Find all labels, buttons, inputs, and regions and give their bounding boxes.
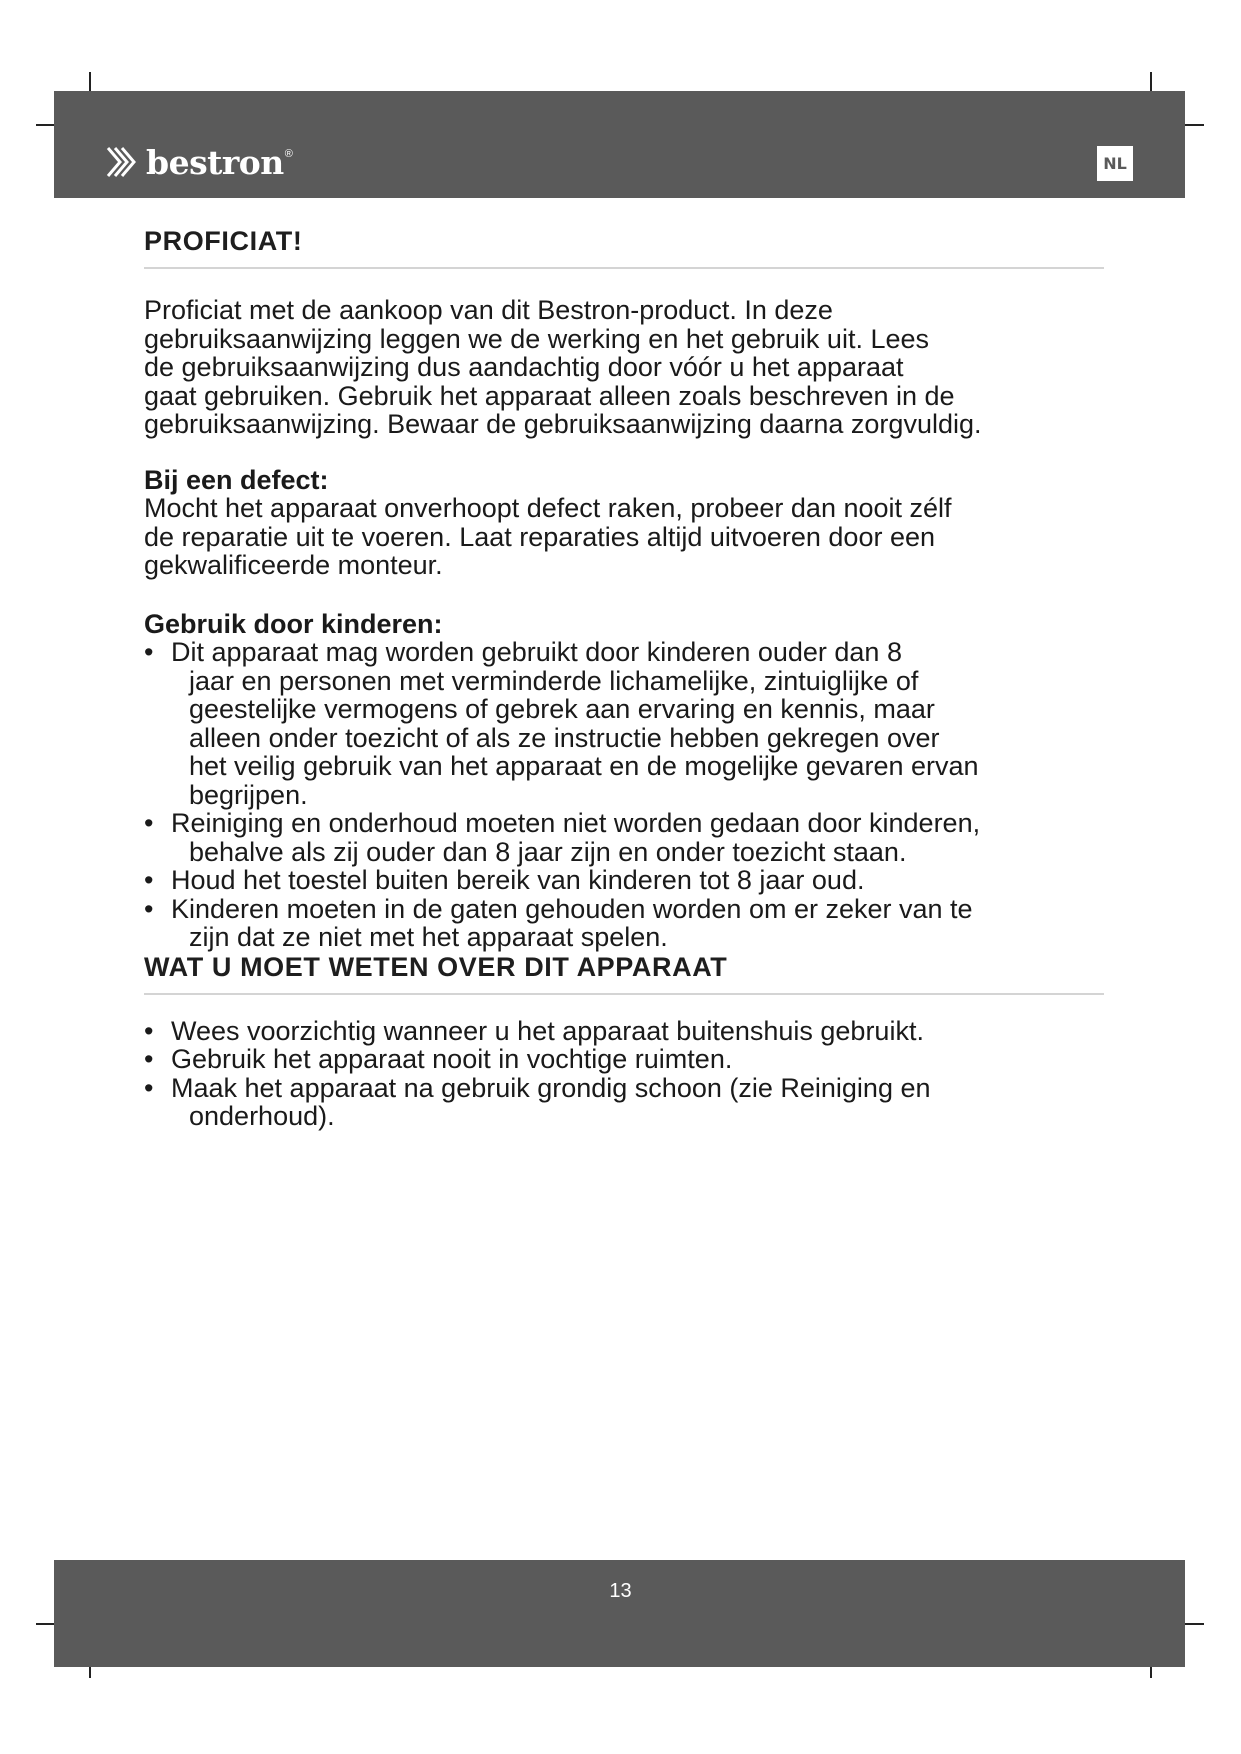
page-content bbox=[144, 226, 1104, 1131]
list-item bbox=[144, 638, 1104, 809]
item-continuation: het veilig gebruik van het apparaat en de mogelijke gevaren ervan bbox=[189, 751, 979, 781]
kids-heading: Gebruik door kinderen: bbox=[144, 608, 443, 639]
list-item bbox=[144, 895, 1104, 952]
text-line: Proficiat met de aankoop van dit Bestron-product. In deze bbox=[144, 295, 833, 325]
bullet-icon: • bbox=[144, 808, 154, 838]
item-first-line: Kinderen moeten in de gaten gehouden worden om er zeker van te bbox=[171, 893, 973, 924]
list-item bbox=[144, 809, 1104, 866]
item-continuation: zijn dat ze niet met het apparaat spelen. bbox=[189, 922, 668, 952]
text-line: gaat gebruiken. Gebruik het apparaat alleen zoals beschreven in de bbox=[144, 380, 955, 411]
item-continuation: geestelijke vermogens of gebrek aan ervaring en kennis, maar bbox=[189, 694, 935, 724]
bullet-icon: • bbox=[144, 865, 154, 895]
list-item bbox=[144, 866, 1104, 895]
text-line: gebruiksaanwijzing. Bewaar de gebruiksaanwijzing daarna zorgvuldig. bbox=[144, 409, 982, 439]
language-badge: NL bbox=[1097, 146, 1133, 181]
text-line: Mocht het apparaat onverhoopt defect raken, probeer dan nooit zélf bbox=[144, 493, 952, 523]
item-first-line: Reiniging en onderhoud moeten niet worden gedaan door kinderen, bbox=[171, 808, 981, 838]
item-first-line: Dit apparaat mag worden gebruikt door kinderen ouder dan 8 bbox=[171, 637, 902, 667]
brand-name: bestron bbox=[146, 142, 284, 182]
defect-heading: Bij een defect: bbox=[144, 464, 329, 495]
item-first-line: Houd het toestel buiten bereik van kinderen tot 8 jaar oud. bbox=[171, 865, 865, 895]
list-item bbox=[144, 1074, 1104, 1131]
footer-band bbox=[54, 1560, 1185, 1667]
text-line: de reparatie uit te voeren. Laat reparaties altijd uitvoeren door een bbox=[144, 521, 936, 552]
bullet-icon: • bbox=[144, 1015, 154, 1046]
item-continuation: behalve als zij ouder dan 8 jaar zijn en onder toezicht staan. bbox=[189, 836, 907, 867]
intro-paragraph bbox=[144, 296, 1104, 439]
section-title-wat: WAT U MOET WETEN OVER DIT APPARAAT bbox=[144, 952, 1104, 995]
bullet-icon: • bbox=[144, 893, 154, 924]
list-item bbox=[144, 1017, 1104, 1046]
item-continuation: jaar en personen met verminderde lichamelijke, zintuiglijke of bbox=[189, 665, 919, 696]
item-continuation: onderhoud). bbox=[189, 1101, 335, 1131]
bullet-icon: • bbox=[144, 1072, 154, 1103]
page-number: 13 bbox=[609, 1580, 632, 1602]
item-first-line: Maak het apparaat na gebruik grondig schoon (zie Reiniging en bbox=[171, 1072, 931, 1103]
text-line: de gebruiksaanwijzing dus aandachtig door vóór u het apparaat bbox=[144, 352, 904, 382]
brand-logo bbox=[106, 138, 293, 186]
item-first-line: Wees voorzichtig wanneer u het apparaat buitenshuis gebruikt. bbox=[171, 1015, 924, 1046]
bullet-icon: • bbox=[144, 637, 154, 667]
list-item bbox=[144, 1045, 1104, 1074]
kids-list bbox=[144, 638, 1104, 952]
bullet-icon: • bbox=[144, 1044, 154, 1074]
defect-paragraph bbox=[144, 494, 1104, 580]
text-line: gekwalificeerde monteur. bbox=[144, 550, 443, 580]
item-first-line: Gebruik het apparaat nooit in vochtige ruimten. bbox=[171, 1044, 733, 1074]
section-title-proficiat: PROFICIAT! bbox=[144, 226, 1104, 269]
item-continuation: alleen onder toezicht of als ze instructie hebben gekregen over bbox=[189, 722, 940, 753]
item-continuation: begrijpen. bbox=[189, 779, 308, 810]
chevron-logo-icon bbox=[106, 144, 140, 180]
wat-list bbox=[144, 1017, 1104, 1131]
text-line: gebruiksaanwijzing leggen we de werking en het gebruik uit. Lees bbox=[144, 323, 929, 354]
registered-mark: ® bbox=[284, 148, 293, 160]
